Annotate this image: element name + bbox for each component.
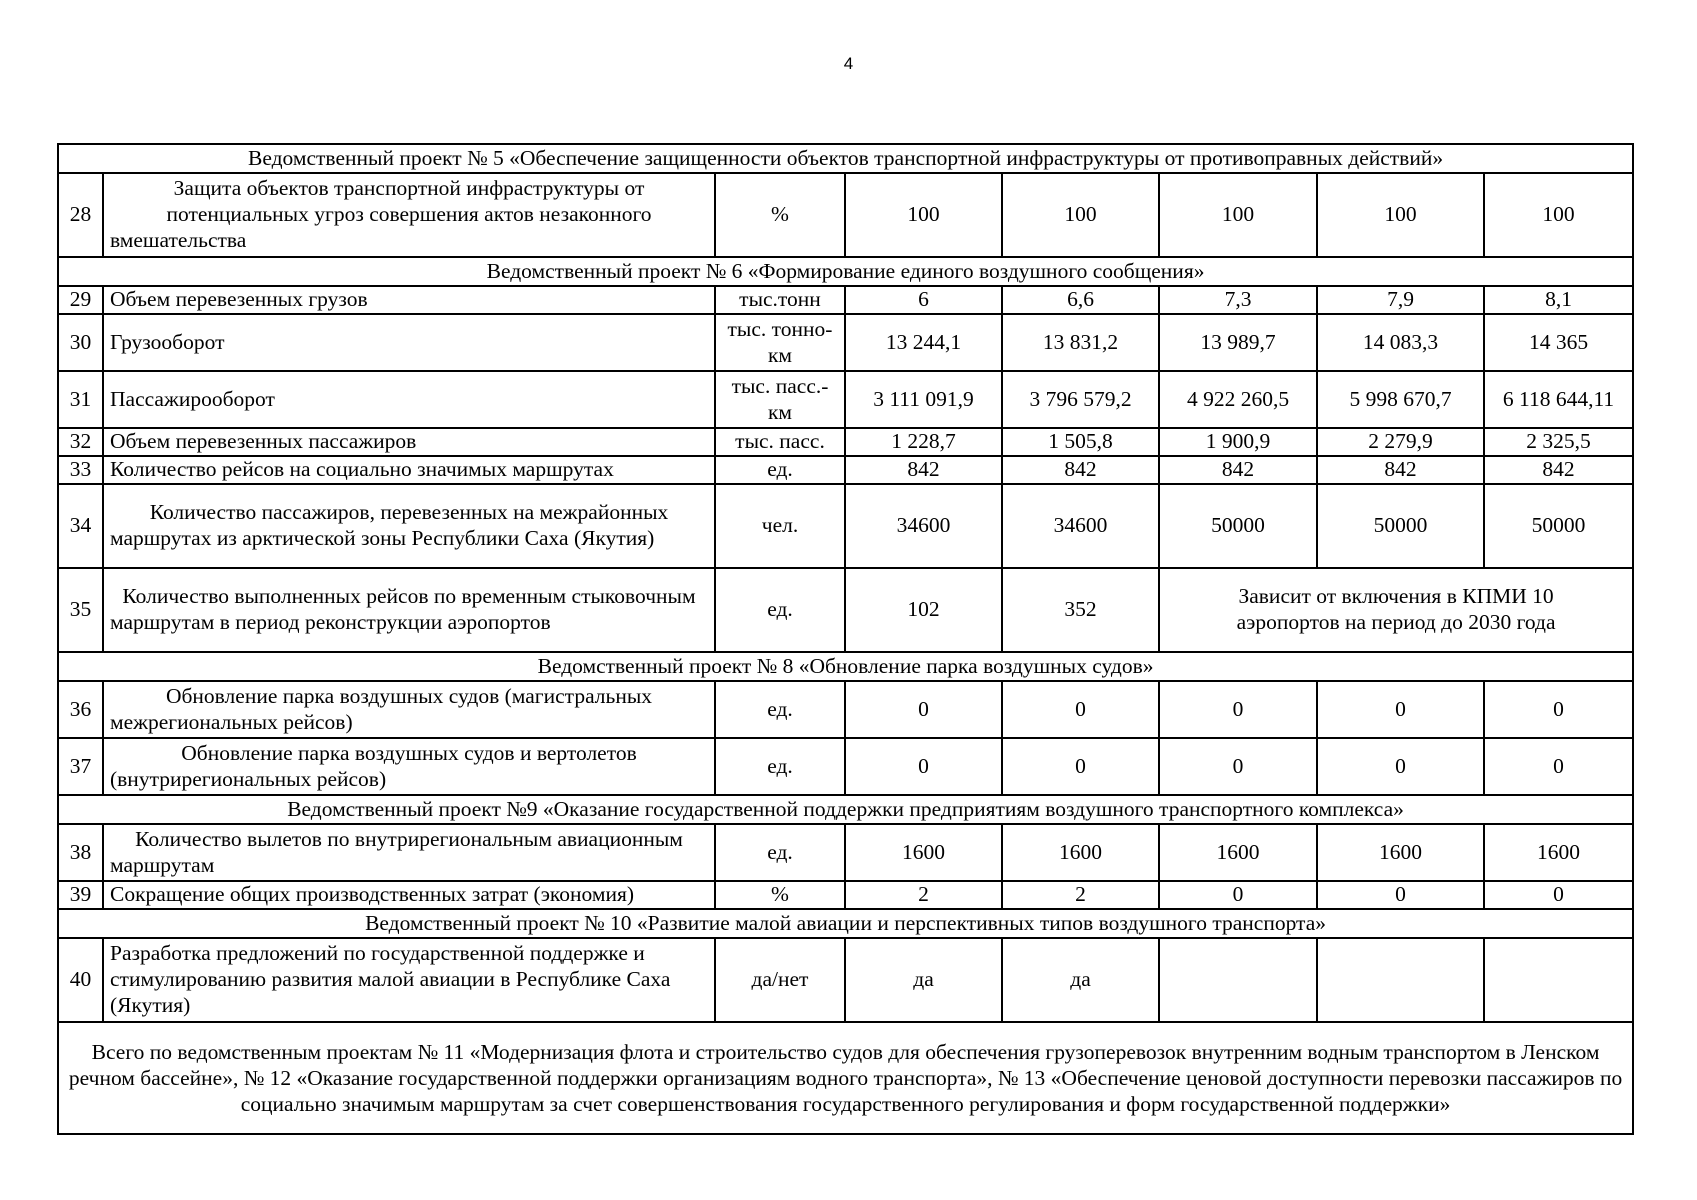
value-cell: да: [1002, 938, 1159, 1022]
section-title: Ведомственный проект № 5 «Обеспечение защищенности объектов транспортной инфраструктуры от противоправных действий»: [58, 144, 1633, 173]
value-cell: 7,3: [1159, 286, 1317, 314]
value-cell: 2 325,5: [1484, 428, 1633, 456]
table-row: [58, 484, 1633, 568]
row-number: 38: [58, 824, 103, 881]
unit-cell: да/нет: [715, 938, 845, 1022]
value-cell: 352: [1002, 568, 1159, 652]
table-row: [58, 824, 1633, 881]
table-row: [58, 173, 1633, 257]
value-cell: 0: [1317, 681, 1484, 738]
unit-cell: ед.: [715, 738, 845, 795]
table-row: [58, 568, 1633, 652]
section-header-row: [58, 257, 1633, 286]
value-cell: 1600: [1317, 824, 1484, 881]
value-cell: 2: [845, 881, 1002, 909]
value-cell: 0: [1484, 881, 1633, 909]
value-cell: 2 279,9: [1317, 428, 1484, 456]
table-row: [58, 681, 1633, 738]
value-cell: 1 505,8: [1002, 428, 1159, 456]
table-row: [58, 371, 1633, 428]
value-cell: 1600: [1002, 824, 1159, 881]
unit-cell: %: [715, 881, 845, 909]
value-cell: 50000: [1317, 484, 1484, 568]
row-number: 37: [58, 738, 103, 795]
value-cell: 8,1: [1484, 286, 1633, 314]
value-cell: 0: [845, 738, 1002, 795]
table-row: [58, 938, 1633, 1022]
value-cell: 50000: [1159, 484, 1317, 568]
value-cell: 102: [845, 568, 1002, 652]
value-cell: 14 083,3: [1317, 314, 1484, 371]
value-cell: [1159, 938, 1317, 1022]
section-header-row: [58, 652, 1633, 681]
indicators-table: [57, 143, 1634, 1135]
row-number: 39: [58, 881, 103, 909]
value-cell: 13 244,1: [845, 314, 1002, 371]
value-cell: [1484, 938, 1633, 1022]
value-cell: 0: [845, 681, 1002, 738]
indicator-name: Количество рейсов на социально значимых маршрутах: [103, 456, 715, 484]
value-cell: 7,9: [1317, 286, 1484, 314]
table-row: [58, 738, 1633, 795]
value-cell: 0: [1317, 738, 1484, 795]
unit-cell: чел.: [715, 484, 845, 568]
unit-cell: тыс. пасс.-км: [715, 371, 845, 428]
indicator-name: Разработка предложений по государственной поддержке и стимулированию развития малой авиации в Республике Саха (Якутия): [103, 938, 715, 1022]
row-number: 33: [58, 456, 103, 484]
value-cell: 0: [1159, 738, 1317, 795]
value-cell: 0: [1002, 738, 1159, 795]
value-cell: 1600: [1484, 824, 1633, 881]
value-cell: 0: [1159, 881, 1317, 909]
row-number: 36: [58, 681, 103, 738]
value-cell: 100: [1484, 173, 1633, 257]
indicator-name: Объем перевезенных пассажиров: [103, 428, 715, 456]
row-number: 40: [58, 938, 103, 1022]
unit-cell: ед.: [715, 824, 845, 881]
value-cell: 100: [1002, 173, 1159, 257]
value-cell: 842: [1484, 456, 1633, 484]
value-cell: 50000: [1484, 484, 1633, 568]
value-cell: 34600: [845, 484, 1002, 568]
unit-cell: %: [715, 173, 845, 257]
table-row: [58, 881, 1633, 909]
indicator-name: Защита объектов транспортной инфраструктуры от потенциальных угроз совершения актов незаконного вмешательства: [103, 173, 715, 257]
unit-cell: тыс.тонн: [715, 286, 845, 314]
unit-cell: тыс. пасс.: [715, 428, 845, 456]
value-cell: 1600: [1159, 824, 1317, 881]
value-cell: 0: [1159, 681, 1317, 738]
unit-cell: ед.: [715, 681, 845, 738]
value-cell: 842: [1159, 456, 1317, 484]
section-title: Ведомственный проект № 10 «Развитие малой авиации и перспективных типов воздушного транспорта»: [58, 909, 1633, 938]
table-row: [58, 314, 1633, 371]
value-cell: 842: [1002, 456, 1159, 484]
value-cell: 1 228,7: [845, 428, 1002, 456]
unit-cell: ед.: [715, 456, 845, 484]
value-cell: [1317, 938, 1484, 1022]
value-cell: 14 365: [1484, 314, 1633, 371]
indicator-name: Обновление парка воздушных судов (магистральных межрегиональных рейсов): [103, 681, 715, 738]
value-cell: 34600: [1002, 484, 1159, 568]
row-number: 30: [58, 314, 103, 371]
section-title: Ведомственный проект № 8 «Обновление парка воздушных судов»: [58, 652, 1633, 681]
value-cell: да: [845, 938, 1002, 1022]
value-cell: 100: [1317, 173, 1484, 257]
unit-cell: ед.: [715, 568, 845, 652]
value-cell: 3 111 091,9: [845, 371, 1002, 428]
unit-cell: тыс. тонно-км: [715, 314, 845, 371]
value-cell: 6,6: [1002, 286, 1159, 314]
value-cell: 0: [1317, 881, 1484, 909]
merged-note-cell: Зависит от включения в КПМИ 10 аэропортов на период до 2030 года: [1159, 568, 1633, 652]
value-cell: 0: [1484, 681, 1633, 738]
value-cell: 1600: [845, 824, 1002, 881]
value-cell: 100: [1159, 173, 1317, 257]
row-number: 34: [58, 484, 103, 568]
row-number: 28: [58, 173, 103, 257]
section-header-row: [58, 144, 1633, 173]
row-number: 32: [58, 428, 103, 456]
value-cell: 0: [1002, 681, 1159, 738]
indicator-name: Количество выполненных рейсов по временным стыковочным маршрутам в период реконструкции аэропортов: [103, 568, 715, 652]
indicator-name: Объем перевезенных грузов: [103, 286, 715, 314]
value-cell: 4 922 260,5: [1159, 371, 1317, 428]
page-number: 4: [843, 54, 854, 73]
table-row: [58, 286, 1633, 314]
indicator-name: Обновление парка воздушных судов и вертолетов (внутрирегиональных рейсов): [103, 738, 715, 795]
table-row: [58, 456, 1633, 484]
section-title: Ведомственный проект №9 «Оказание государственной поддержки предприятиям воздушного транспортного комплекса»: [58, 795, 1633, 824]
section-title: Ведомственный проект № 6 «Формирование единого воздушного сообщения»: [58, 257, 1633, 286]
row-number: 31: [58, 371, 103, 428]
value-cell: 842: [1317, 456, 1484, 484]
value-cell: 842: [845, 456, 1002, 484]
value-cell: 1 900,9: [1159, 428, 1317, 456]
value-cell: 5 998 670,7: [1317, 371, 1484, 428]
total-row: [58, 1022, 1633, 1134]
indicator-name: Сокращение общих производственных затрат (экономия): [103, 881, 715, 909]
value-cell: 13 989,7: [1159, 314, 1317, 371]
section-header-row: [58, 795, 1633, 824]
total-row-text: Всего по ведомственным проектам № 11 «Модернизация флота и строительство судов для обеспечения грузоперевозок внутренним водным транспортом в Ленском речном бассейне», № 12 «Оказание государственной поддержки организациям водного транспорта», № 13 «Обеспечение ценовой доступности перевозки пассажиров по социально значимым маршрутам за счет совершенствования государственного регулирования и форм государственной поддержки»: [58, 1022, 1633, 1134]
section-header-row: [58, 909, 1633, 938]
value-cell: 0: [1484, 738, 1633, 795]
row-number: 29: [58, 286, 103, 314]
value-cell: 13 831,2: [1002, 314, 1159, 371]
indicator-name: Пассажирооборот: [103, 371, 715, 428]
row-number: 35: [58, 568, 103, 652]
table-row: [58, 428, 1633, 456]
value-cell: 3 796 579,2: [1002, 371, 1159, 428]
value-cell: 2: [1002, 881, 1159, 909]
indicator-name: Количество вылетов по внутрирегиональным авиационным маршрутам: [103, 824, 715, 881]
value-cell: 6: [845, 286, 1002, 314]
indicator-name: Количество пассажиров, перевезенных на межрайонных маршрутах из арктической зоны Республики Саха (Якутия): [103, 484, 715, 568]
indicator-name: Грузооборот: [103, 314, 715, 371]
value-cell: 6 118 644,11: [1484, 371, 1633, 428]
value-cell: 100: [845, 173, 1002, 257]
